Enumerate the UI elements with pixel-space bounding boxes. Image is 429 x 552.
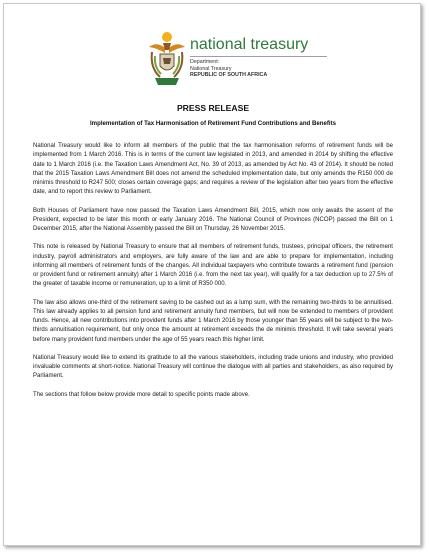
dept-label: Department: <box>190 59 220 65</box>
paragraph: National Treasury would like to extend its gratitude to all the various stakeholders, including trade unions and industry, who provided invaluable comments at short-notice. National Treasury will continue the dialogue with all parties and stakeholders, as also required by Parliament. <box>33 354 393 380</box>
release-body <box>33 142 393 400</box>
dept-name: National Treasury <box>190 65 232 72</box>
paragraph: The law also allows one-third of the retirement saving to be cashed out as a lump sum, with the remaining two-thirds to be annuitised. This law already applies to all pension fund and retirement annuity fund members, but will now be extended to members of provident funds. Hence, all new contributions into provident funds after 1 March 2016 by those younger than 55 years will be subject to the two-thirds annuitisation requirement, but only once the amount at retirement exceeds the de minimis threshold. It will take several years before many provident fund members under the age of 55 years reach this higher limit. <box>33 299 393 343</box>
coat-of-arms-icon <box>146 30 188 88</box>
letterhead <box>139 30 339 88</box>
document-page <box>3 3 421 546</box>
brand-divider <box>190 56 327 57</box>
paragraph: The sections that follow below provide more detail to specific points made above. <box>33 391 250 398</box>
press-release-title: PRESS RELEASE <box>176 103 250 113</box>
press-release-subtitle: Implementation of Tax Harmonisation of Retirement Fund Contributions and Benefits <box>89 120 337 127</box>
paragraph: National Treasury would like to inform all members of the public that the tax harmonisation reforms of retirement funds will be implemented from 1 March 2016. This is in terms of the current law legislated in 2013, and amended in 2014 by shifting the effective date to 1 March 2016 (i.e. the Taxation Laws Amendment Act, No. 39 of 2013, as amended by Act No. 43 of 2014). It should be noted that the 2015 Taxation Laws Amendment Bill does not amend the scheduled implementation date, but only amends the R150 000 de minimis threshold to R247 500; closes certain coverage gaps; and requires a review of the legislation after two years from the effective date, and to report this review to Parliament. <box>33 143 393 196</box>
org-name: national treasury <box>190 36 309 53</box>
paragraph: This note is released by National Treasury to ensure that all members of retirement funds, trustees, principal officers, the retirement industry, payroll administrators and employers, are fully aware of the law and are able to prepare for implementation, including informing all members of retirement funds of the changes. All individual taxpayers who contribute towards a retirement fund (pension or provident fund or retirement annuity) after 1 March 2016 (i.e. from the next tax year), will qualify for a tax deduction up to 27.5% of the greater of taxable income or remuneration, up to a limit of R350 000. <box>33 244 393 288</box>
country-name: REPUBLIC OF SOUTH AFRICA <box>190 72 268 78</box>
brand-block <box>190 36 340 79</box>
paragraph: Both Houses of Parliament have now passed the Taxation Laws Amendment Bill, 2015, which now only awaits the assent of the President, expected to be later this month or early January 2016. The National Council of Provinces (NCOP) passed the Bill on 1 December 2015, after the National Assembly passed the Bill on Thursday, 26 November 2015. <box>33 207 393 232</box>
